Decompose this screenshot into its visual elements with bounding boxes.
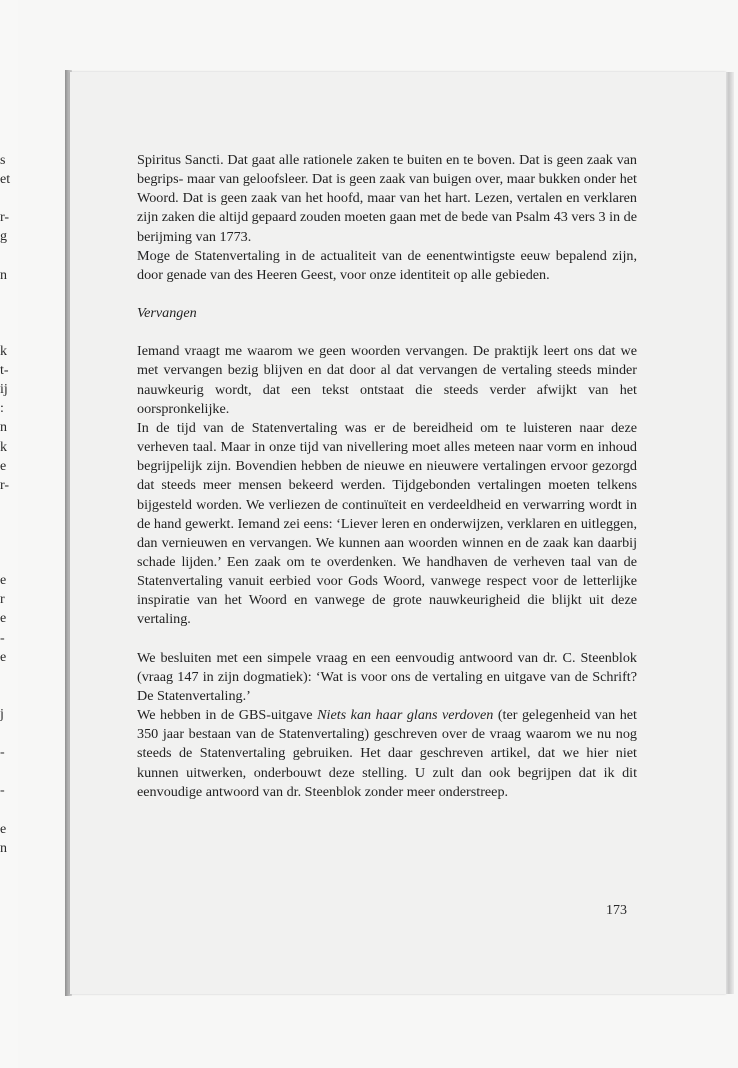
left-fragment-line: r: [0, 592, 5, 608]
paragraph-3: Iemand vraagt me waarom we geen woorden vervangen. De praktijk leert ons dat we met vervangen bezig blijven en dat door al dat vervangen de vertaling steeds minder nauwkeurig wordt, dat een tekst ontstaat die steeds verder afwijkt van het oorspronkelijke.: [137, 343, 637, 417]
book-title: Niets kan haar glans verdoven: [317, 707, 494, 724]
left-fragment-line: n: [0, 420, 7, 436]
left-fragment-line: et: [0, 172, 11, 188]
left-fragment-line: r-: [0, 477, 10, 493]
page-number: 173: [606, 903, 627, 918]
left-fragment-line: e: [0, 611, 7, 627]
left-fragment-line: e: [0, 649, 7, 665]
left-fragment-line: :: [0, 401, 4, 417]
page-text: [137, 151, 637, 802]
paragraph-2: Moge de Statenvertaling in de actualiteit van de eenentwintigste eeuw bepalend zijn, door genade van des Heeren Geest, voor onze identiteit op alle gebieden.: [137, 247, 637, 283]
left-fragment-line: k: [0, 439, 7, 455]
paragraph-gap: [137, 323, 637, 342]
paragraph-gap: [137, 285, 637, 304]
left-fragment-line: g: [0, 229, 7, 245]
left-fragment-line: -: [0, 745, 5, 761]
left-fragment-line: n: [0, 840, 7, 856]
left-fragment-line: e: [0, 458, 7, 474]
left-fragment-line: -: [0, 783, 5, 799]
left-fragment-line: j: [0, 706, 4, 722]
paragraph-5: We besluiten met een simpele vraag en een eenvoudig antwoord van dr. C. Steenblok (vraag 147 in zijn dogmatiek): ‘Wat is voor ons de vertaling en uitgave van de Schrift? De Statenvertaling.’: [137, 649, 637, 704]
left-fragment-line: e: [0, 573, 7, 589]
left-fragment-line: k: [0, 344, 7, 359]
left-fragment-line: r-: [0, 210, 10, 226]
paragraph-6-text-end: (ter gelegenheid van het 350 jaar bestaan van de Statenvertaling) geschreven over de vraag waarom we nu nog steeds de Statenvertaling gebruiken. Het daar geschreven artikel, dat we hier niet kunnen uitwerken, onderbouwt deze stelling. U zult dan ook begrijpen dat ik dit eenvoudige antwoord van dr. Steenblok zonder meer onderstreep.: [137, 707, 637, 800]
section-heading: Vervangen: [137, 305, 197, 322]
paragraph-4: In de tijd van de Statenvertaling was er de bereidheid om te luisteren naar deze verheven taal. Maar in onze tijd van nivellering moet alles meteen naar vorm en inhoud begrijpelijk zijn. Bovendien hebben de nieuwe en nieuwere vertalingen ervoor gezorgd dat steeds meer mensen bekeerd werden. Tijdgebonden vertalingen moeten telkens bijgesteld worden. We verliezen de continuïteit en verdeeldheid en verwarring wordt in de hand gewerkt. Iemand zei eens: ‘Liever leren en onderwijzen, verklaren en uitleggen, dan vernieuwen en vervangen. We kunnen aan woorden winnen en de zaak kan daarbij schade lijden.’ Een zaak om te overdenken. We handhaven de verheven taal van de Statenvertaling vanuit eerbied voor Gods Woord, vanwege respect voor de letterlijke inspiratie van het Woord en vanwege de grote nauwkeurigheid die blijkt uit deze vertaling.: [137, 419, 637, 628]
left-fragment-line: -: [0, 630, 5, 646]
left-fragment-line: e: [0, 821, 7, 837]
left-fragment-line: ij: [0, 382, 8, 398]
paragraph-1: Spiritus Sancti. Dat gaat alle rationele zaken te buiten en te boven. Dat is geen zaak van begrips- maar van geloofsleer. Dat is geen zaak van buigen over, maar bukken onder het Woord. Dat is geen zaak van het hoofd, maar van het hart. Lezen, vertalen en verklaren zijn zaken die altijd gepaard zouden moeten gaan met de bede van Psalm 43 vers 3 in de berijming van 1773.: [137, 152, 637, 245]
paragraph-6: [137, 706, 637, 802]
left-fragment-line: s: [0, 153, 6, 168]
paragraph-gap: [137, 630, 637, 649]
left-fragment-line: t-: [0, 363, 9, 379]
left-fragment-line: n: [0, 267, 7, 283]
page-edge-right: [726, 72, 734, 994]
paragraph-6-text-start: We hebben in de GBS-uitgave: [137, 707, 318, 724]
